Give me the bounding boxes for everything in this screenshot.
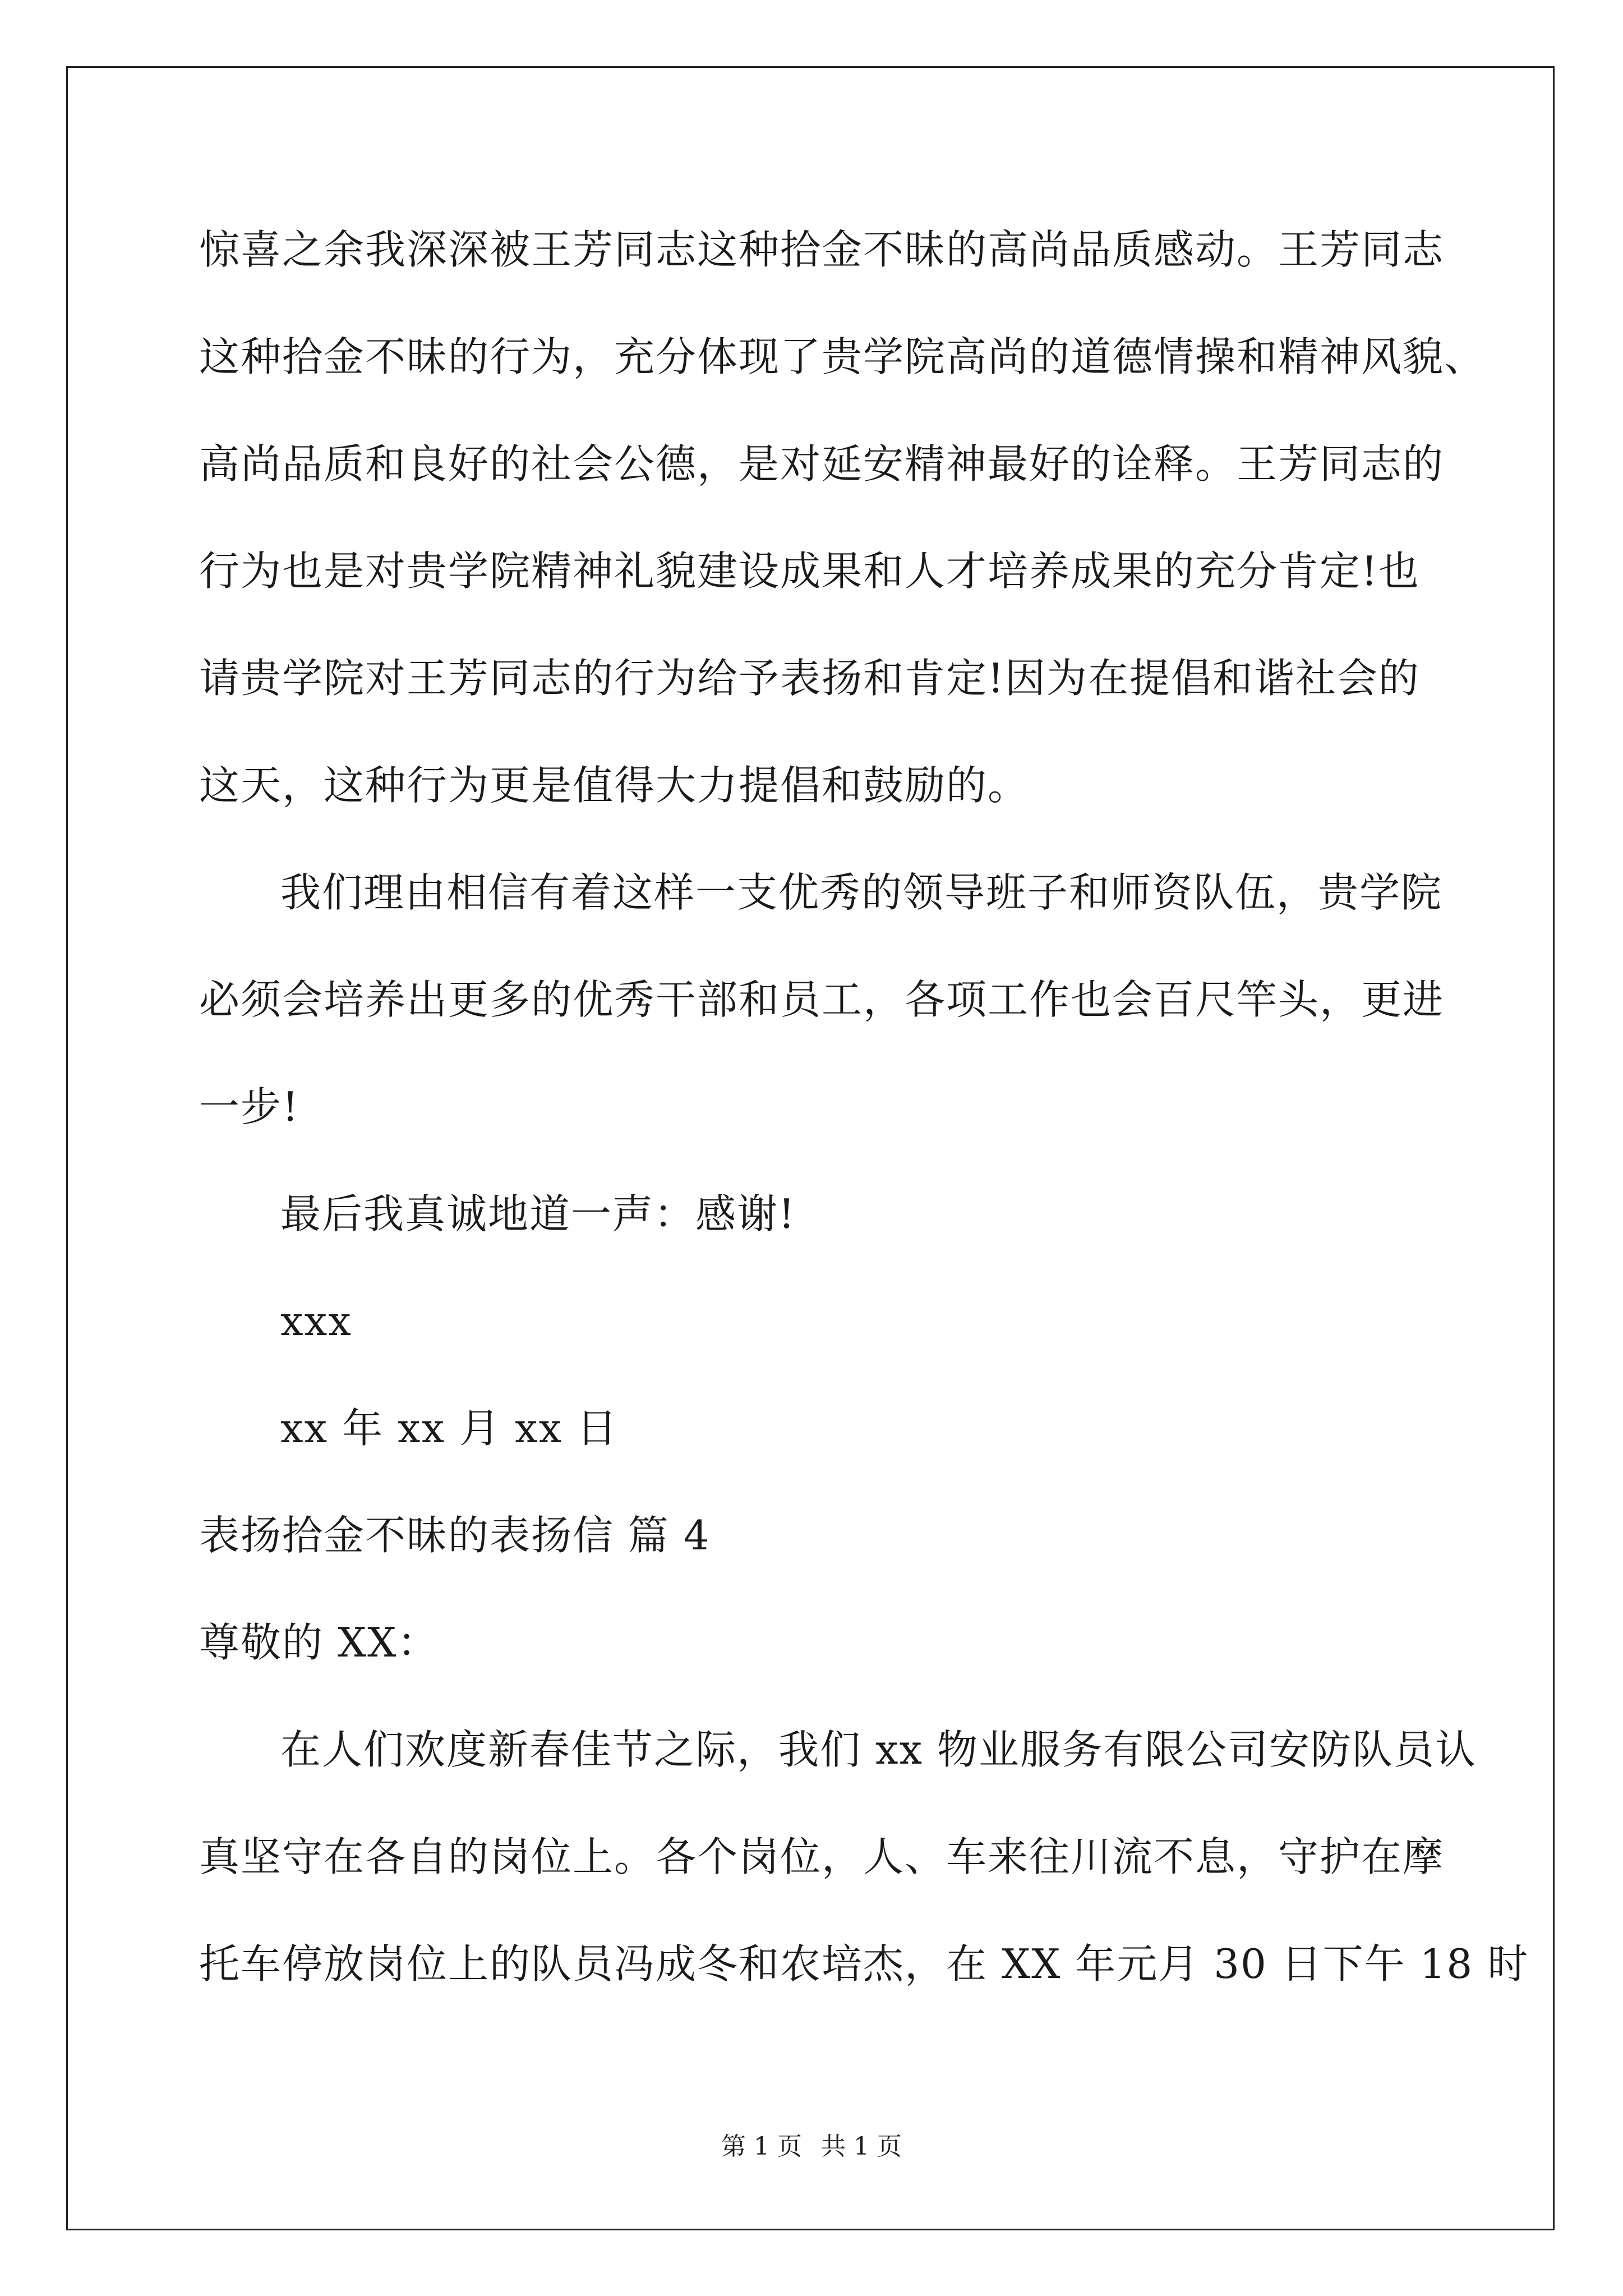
document-body: [199, 219, 1529, 2040]
signature: xxx: [280, 1297, 352, 1345]
page-footer: [0, 2126, 1623, 2162]
paragraph-line-16: 真坚守在各自的岗位上。各个岗位，人、车来往川流不息，守护在摩: [199, 1833, 1445, 1880]
section-heading: 表扬拾金不昧的表扬信 篇 4: [199, 1512, 711, 1559]
page-number: 第 1 页: [721, 2132, 802, 2161]
paragraph-line-4: 行为也是对贵学院精神礼貌建设成果和人才培养成果的充分肯定!也: [199, 547, 1420, 595]
paragraph-line-15: 在人们欢度新春佳节之际，我们 xx 物业服务有限公司安防队员认: [280, 1726, 1477, 1773]
paragraph-line-8: 必须会培养出更多的优秀干部和员工，各项工作也会百尺竿头，更进: [199, 976, 1445, 1023]
paragraph-line-6: 这天，这种行为更是值得大力提倡和鼓励的。: [199, 762, 1030, 809]
paragraph-line-7: 我们理由相信有着这样一支优秀的领导班子和师资队伍，贵学院: [280, 869, 1443, 916]
paragraph-line-3: 高尚品质和良好的社会公德，是对延安精神最好的诠释。王芳同志的: [199, 440, 1445, 487]
paragraph-line-2: 这种拾金不昧的行为，充分体现了贵学院高尚的道德情操和精神风貌、: [199, 333, 1486, 380]
date-line: xx 年 xx 月 xx 日: [280, 1405, 619, 1452]
salutation: 尊敬的 XX：: [199, 1619, 439, 1666]
closing-thanks: 最后我真诚地道一声：感谢!: [280, 1190, 796, 1237]
paragraph-line-5: 请贵学院对王芳同志的行为给予表扬和肯定!因为在提倡和谐社会的: [199, 655, 1420, 702]
paragraph-line-1: 惊喜之余我深深被王芳同志这种拾金不昧的高尚品质感动。王芳同志: [199, 226, 1445, 273]
page-total: 共 1 页: [821, 2132, 902, 2161]
paragraph-line-9: 一步!: [199, 1083, 299, 1130]
paragraph-line-17: 托车停放岗位上的队员冯成冬和农培杰，在 XX 年元月 30 日下午 18 时: [199, 1940, 1529, 1987]
